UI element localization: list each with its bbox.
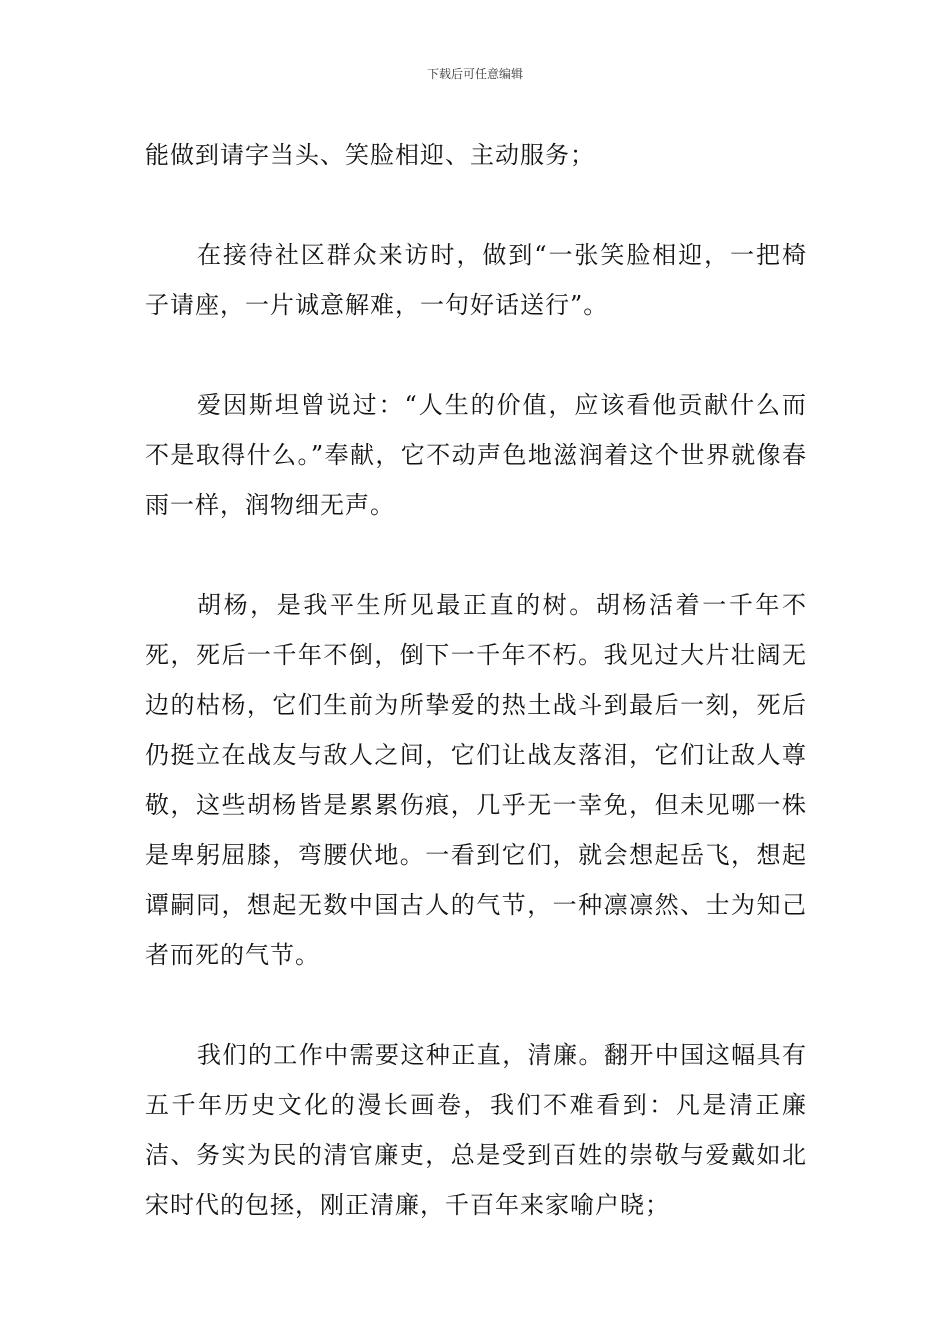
paragraph-1: 能做到请字当头、笑脸相迎、主动服务； — [145, 141, 595, 169]
paragraph-4: 胡杨，是我平生所见最正直的树。胡杨活着一千年不死，死后一千年不倒，倒下一千年不朽。我见过大片壮阔无边的枯杨，它们生前为所挚爱的热土战斗到最后一刻，死后仍挺立在战友与敌人之间，它们让战友落泪，它们让敌人尊敬，这些胡杨皆是累累伤痕，几乎无一幸免，但未见哪一株是卑躬屈膝，弯腰伏地。一看到它们，就会想起岳飞，想起谭嗣同，想起无数中国古人的气节，一种凛凛然、士为知己者而死的气节。 — [145, 591, 807, 969]
page-header: 下载后可任意编辑 — [426, 67, 523, 81]
document-body — [145, 130, 807, 1230]
paragraph-3: 爱因斯坦曾说过：“人生的价值，应该看他贡献什么而不是取得什么。”奉献，它不动声色地滋润着这个世界就像春雨一样，润物细无声。 — [145, 391, 807, 519]
paragraph-5: 我们的工作中需要这种正直，清廉。翻开中国这幅具有五千年历史文化的漫长画卷，我们不难看到：凡是清正廉洁、务实为民的清官廉吏，总是受到百姓的崇敬与爱戴如北宋时代的包拯，刚正清廉，千百年来家喻户晓； — [145, 1041, 807, 1219]
paragraph-2: 在接待社区群众来访时，做到“一张笑脸相迎，一把椅子请座，一片诚意解难，一句好话送行”。 — [145, 241, 807, 319]
